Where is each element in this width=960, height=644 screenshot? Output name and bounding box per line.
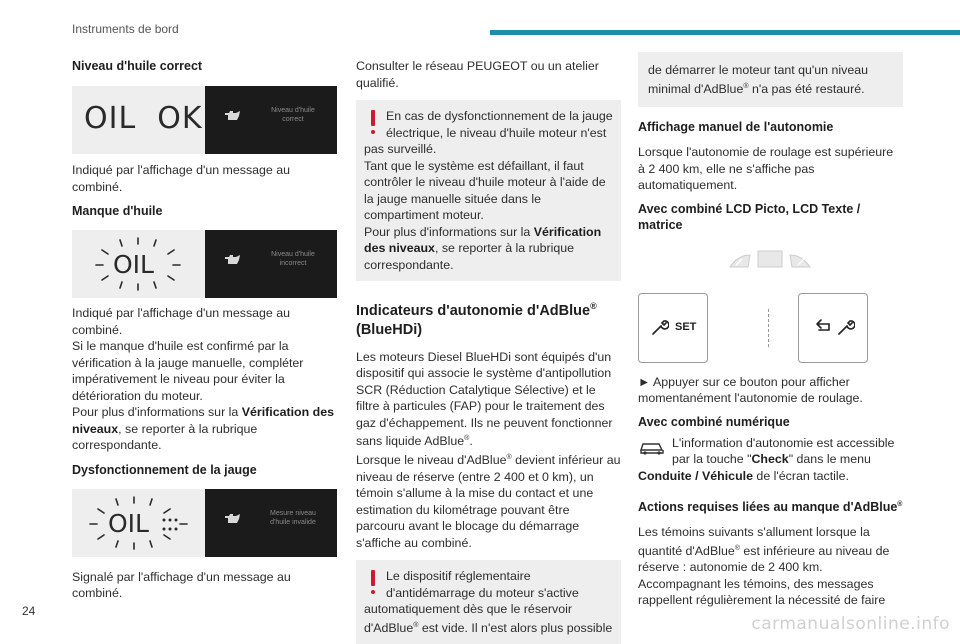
section-title-digital: Avec combiné numérique (638, 414, 790, 429)
adblue-paragraph-1 (356, 349, 621, 450)
body-text: . (469, 434, 473, 449)
heading-text: Actions requises liées au manque d'AdBlue (638, 500, 898, 515)
page-number: 24 (22, 604, 36, 618)
body-text: Lorsque le niveau d'AdBlue (356, 453, 507, 468)
set-button[interactable] (638, 293, 708, 363)
oil-ok-caption: Indiqué par l'affichage d'un message au combiné. (72, 163, 291, 194)
section-heading-adblue (356, 297, 621, 340)
display-message-line2: d'huile invalide (270, 518, 316, 526)
bold-text: Vérification des niveaux (364, 224, 602, 255)
adblue-actions-text-2: Accompagnant les témoins, des messages rappellent régulièrement la nécessité de faire (638, 576, 886, 608)
display-message-line1: Mesure niveau (270, 509, 316, 517)
warning-note-continued (638, 52, 903, 107)
digital-info-text (638, 435, 903, 485)
oil-missing-text: OIL (113, 250, 154, 279)
warning-note-gauge (356, 100, 621, 281)
steering-buttons-illustration (638, 247, 903, 362)
bold-text: Conduite / Véhicule (638, 468, 753, 483)
gauge-fault-panel (72, 489, 205, 557)
body-text: Les moteurs Diesel BlueHDi sont équipés d'un dispositif qui associe le système d'antipollution SCR (Réduction Catalytique Sélective) et le filtre à particules (FAP) pour le traitement des gaz d'échappement. Ils ne peuvent fonctionner sans liquide AdBlue (356, 349, 613, 449)
display-message (253, 509, 333, 527)
registered-mark: ® (464, 435, 470, 443)
note-text-3 (364, 224, 613, 274)
set-button-label: SET (675, 320, 697, 333)
section-title-oil-missing: Manque d'huile (72, 204, 163, 218)
body-text: L'information d'autonomie est accessible par la touche " (672, 435, 895, 467)
oil-missing-panel (72, 230, 205, 298)
divider-dashed (768, 309, 769, 347)
bold-text: Check (751, 452, 789, 467)
body-text: de l'écran tactile. (752, 468, 850, 483)
registered-mark: ® (743, 82, 749, 90)
column-3 (638, 52, 903, 609)
body-text: Pour plus d'informations sur la (72, 405, 242, 419)
body-text: Le dispositif réglementaire d'antidémarrage du moteur s'active automatiquement dès que le réservoir d'AdBlue (364, 569, 579, 635)
oil-ok-display (205, 86, 337, 154)
section-title-adblue-actions (638, 497, 903, 515)
return-arrow-icon (813, 318, 833, 336)
oil-missing-illustration (72, 230, 337, 298)
warning-exclamation-icon (364, 110, 382, 138)
wrench-icon (837, 318, 855, 336)
body-text: est inférieure au niveau de réserve : autonomie de 2 400 km. (638, 543, 890, 575)
body-text: de démarrer le moteur tant qu'un niveau minimal d'AdBlue (648, 63, 869, 96)
gauge-fault-display (205, 489, 337, 557)
display-message-line1: Niveau d'huile (271, 251, 315, 258)
column-1 (72, 58, 337, 602)
heading-text: Indicateurs d'autonomie d'AdBlue (356, 302, 591, 319)
oil-missing-body-c (72, 404, 337, 454)
oil-can-icon (224, 513, 242, 525)
display-message-line2: correct (282, 116, 304, 123)
registered-mark: ® (413, 621, 419, 629)
car-screen-icon (638, 437, 666, 457)
registered-mark: ® (897, 501, 903, 509)
adblue-actions-text (638, 524, 903, 576)
note-continued-text (648, 62, 893, 97)
gauge-fault-illustration (72, 489, 337, 557)
body-text: devient inférieur au niveau de réserve (entre 2 400 et 0 km), un témoin s'allume à la mise du contact et une estimation du kilométrage pouvant être parcouru avant le blocage du démarrage s'affiche au combiné. (356, 453, 621, 550)
manual-display-text: Lorsque l'autonomie de roulage est supérieure à 2 400 km, elle ne s'affiche pas automatiquement. (638, 145, 894, 193)
oil-ok-text: OIL OK (84, 101, 203, 136)
display-message (253, 250, 333, 268)
warning-exclamation-icon (364, 570, 382, 598)
body-text: est vide. Il n'est alors plus possible (418, 620, 613, 635)
watermark: carmanualsonline.info (751, 614, 950, 634)
return-wrench-button[interactable] (798, 293, 868, 363)
gauge-fault-text: OIL (108, 508, 149, 538)
intro-text: Consulter le réseau PEUGEOT ou un atelier qualifié. (356, 59, 599, 90)
steering-wheel-controls-icon (726, 247, 814, 277)
section-title-lcd: Avec combiné LCD Picto, LCD Texte / matrice (638, 201, 861, 232)
oil-missing-body-b: Si le manque d'huile est confirmé par la vérification à la jauge manuelle, compléter impérativement le niveau pour éviter la détérioration du moteur. (72, 339, 304, 403)
note-text (364, 568, 613, 636)
body-text: Pour plus d'informations sur la (364, 224, 534, 239)
display-message-line1: Niveau d'huile (271, 107, 315, 114)
display-message-line2: incorrect (279, 260, 307, 267)
heading-text-line2: (BlueHDi) (356, 321, 423, 338)
header-accent-bar (490, 30, 960, 35)
adblue-paragraph-2 (356, 450, 621, 551)
display-message (253, 106, 333, 124)
digital-info (638, 435, 903, 485)
body-text: , se reporter à la rubrique correspondante. (72, 421, 258, 452)
section-title-manual-display: Affichage manuel de l'autonomie (638, 120, 834, 135)
body-text: Les témoins suivants s'allument lorsque la quantité d'AdBlue (638, 525, 870, 558)
gauge-fault-caption: Signalé par l'affichage d'un message au combiné. (72, 569, 291, 600)
body-text: , se reporter à la rubrique correspondante. (364, 241, 575, 272)
oil-missing-display (205, 230, 337, 298)
oil-can-icon (224, 110, 242, 122)
oil-ok-illustration (72, 86, 337, 154)
warning-note-antistart (356, 560, 621, 644)
body-text: n'a pas été restauré. (748, 81, 865, 96)
oil-can-icon (224, 254, 242, 266)
press-button-text: ► Appuyer sur ce bouton pour afficher momentanément l'autonomie de roulage. (638, 374, 863, 406)
oil-missing-body-a: Indiqué par l'affichage d'un message au combiné. (72, 306, 291, 337)
registered-mark: ® (506, 453, 512, 461)
wrench-icon (651, 318, 669, 336)
section-title-oil-ok: Niveau d'huile correct (72, 59, 203, 73)
registered-mark: ® (590, 301, 597, 311)
registered-mark: ® (734, 544, 740, 552)
section-title-gauge-fault: Dysfonctionnement de la jauge (72, 462, 257, 477)
page-header-title: Instruments de bord (72, 22, 179, 36)
note-text-1: En cas de dysfonctionnement de la jauge électrique, le niveau d'huile moteur n'est pas surveillé. (364, 109, 613, 156)
column-2 (356, 58, 621, 644)
oil-ok-panel (72, 86, 205, 154)
body-text: " dans le menu (788, 452, 871, 467)
bold-text: Vérification des niveaux (72, 405, 334, 436)
note-text-2: Tant que le système est défaillant, il faut contrôler le niveau d'huile moteur à l'aide de la jauge manuelle située dans le compartiment moteur. (364, 158, 606, 222)
